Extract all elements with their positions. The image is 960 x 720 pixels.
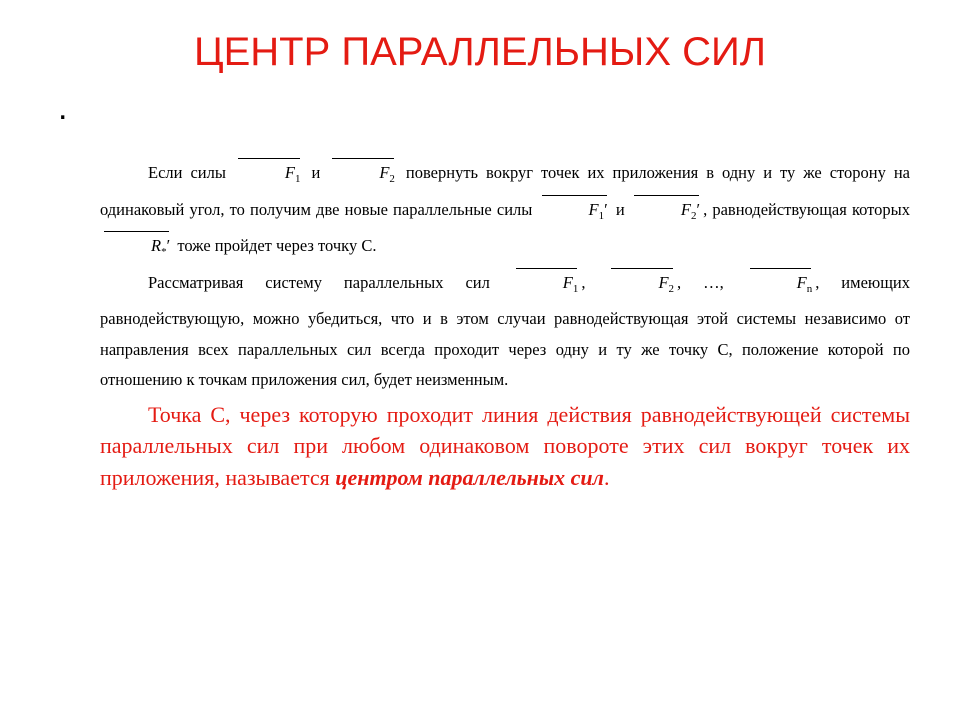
vector-r-star-prime: $R_*'$: [103, 231, 170, 268]
p2-separator-1: ,: [581, 272, 586, 292]
slide-title: ЦЕНТР ПАРАЛЛЕЛЬНЫХ СИЛ: [193, 30, 767, 74]
p2-text-1: Рассматривая систему параллельных сил: [148, 272, 490, 292]
p2-text-2: , имеющих равнодействующую, можно убедиться, что и в этом случаи равнодействующая этой системы независимо от направления всех параллельных сил всегда проходит через одну и ту же точку С, положение которой по отношению к точкам приложения сил, будет неизменным.: [100, 272, 911, 389]
vector-f2-prime: $F_2'$: [633, 195, 700, 232]
vector-f1: $F_1$: [237, 158, 301, 195]
vector-f2: $F_2$: [610, 268, 674, 305]
p1-text-2: и: [311, 163, 321, 182]
bullet-point: .: [58, 89, 68, 127]
p1-text-4: и: [615, 199, 625, 219]
paragraph-forces-rotation: [100, 158, 910, 268]
paragraph-definition: [100, 399, 910, 494]
paragraph-system-of-forces: [100, 268, 910, 396]
vector-f1: $F_1$: [515, 268, 579, 305]
vector-fn: $F_n$: [749, 268, 813, 305]
definition-term: центром параллельных сил: [335, 464, 604, 490]
p2-separator-2: , …,: [677, 272, 724, 292]
p1-text-3: повернуть вокруг точек их приложения в одну и ту же сторону на одинаковый угол, то получим две новые параллельные силы: [100, 163, 911, 219]
p1-text-1: Если силы: [148, 163, 226, 182]
vector-f1-prime: $F_1'$: [541, 195, 608, 232]
slide-body: [100, 158, 910, 493]
vector-f2: $F_2$: [331, 158, 395, 195]
p1-text-6: тоже пройдет через точку С.: [177, 236, 377, 255]
definition-end: .: [603, 464, 610, 490]
p1-text-5: , равнодействующая которых: [703, 199, 911, 219]
definition-text: Точка С, через которую проходит линия действия равнодействующей системы параллельных сил при любом одинаковом повороте этих сил вокруг точек их приложения, называется: [100, 401, 910, 490]
